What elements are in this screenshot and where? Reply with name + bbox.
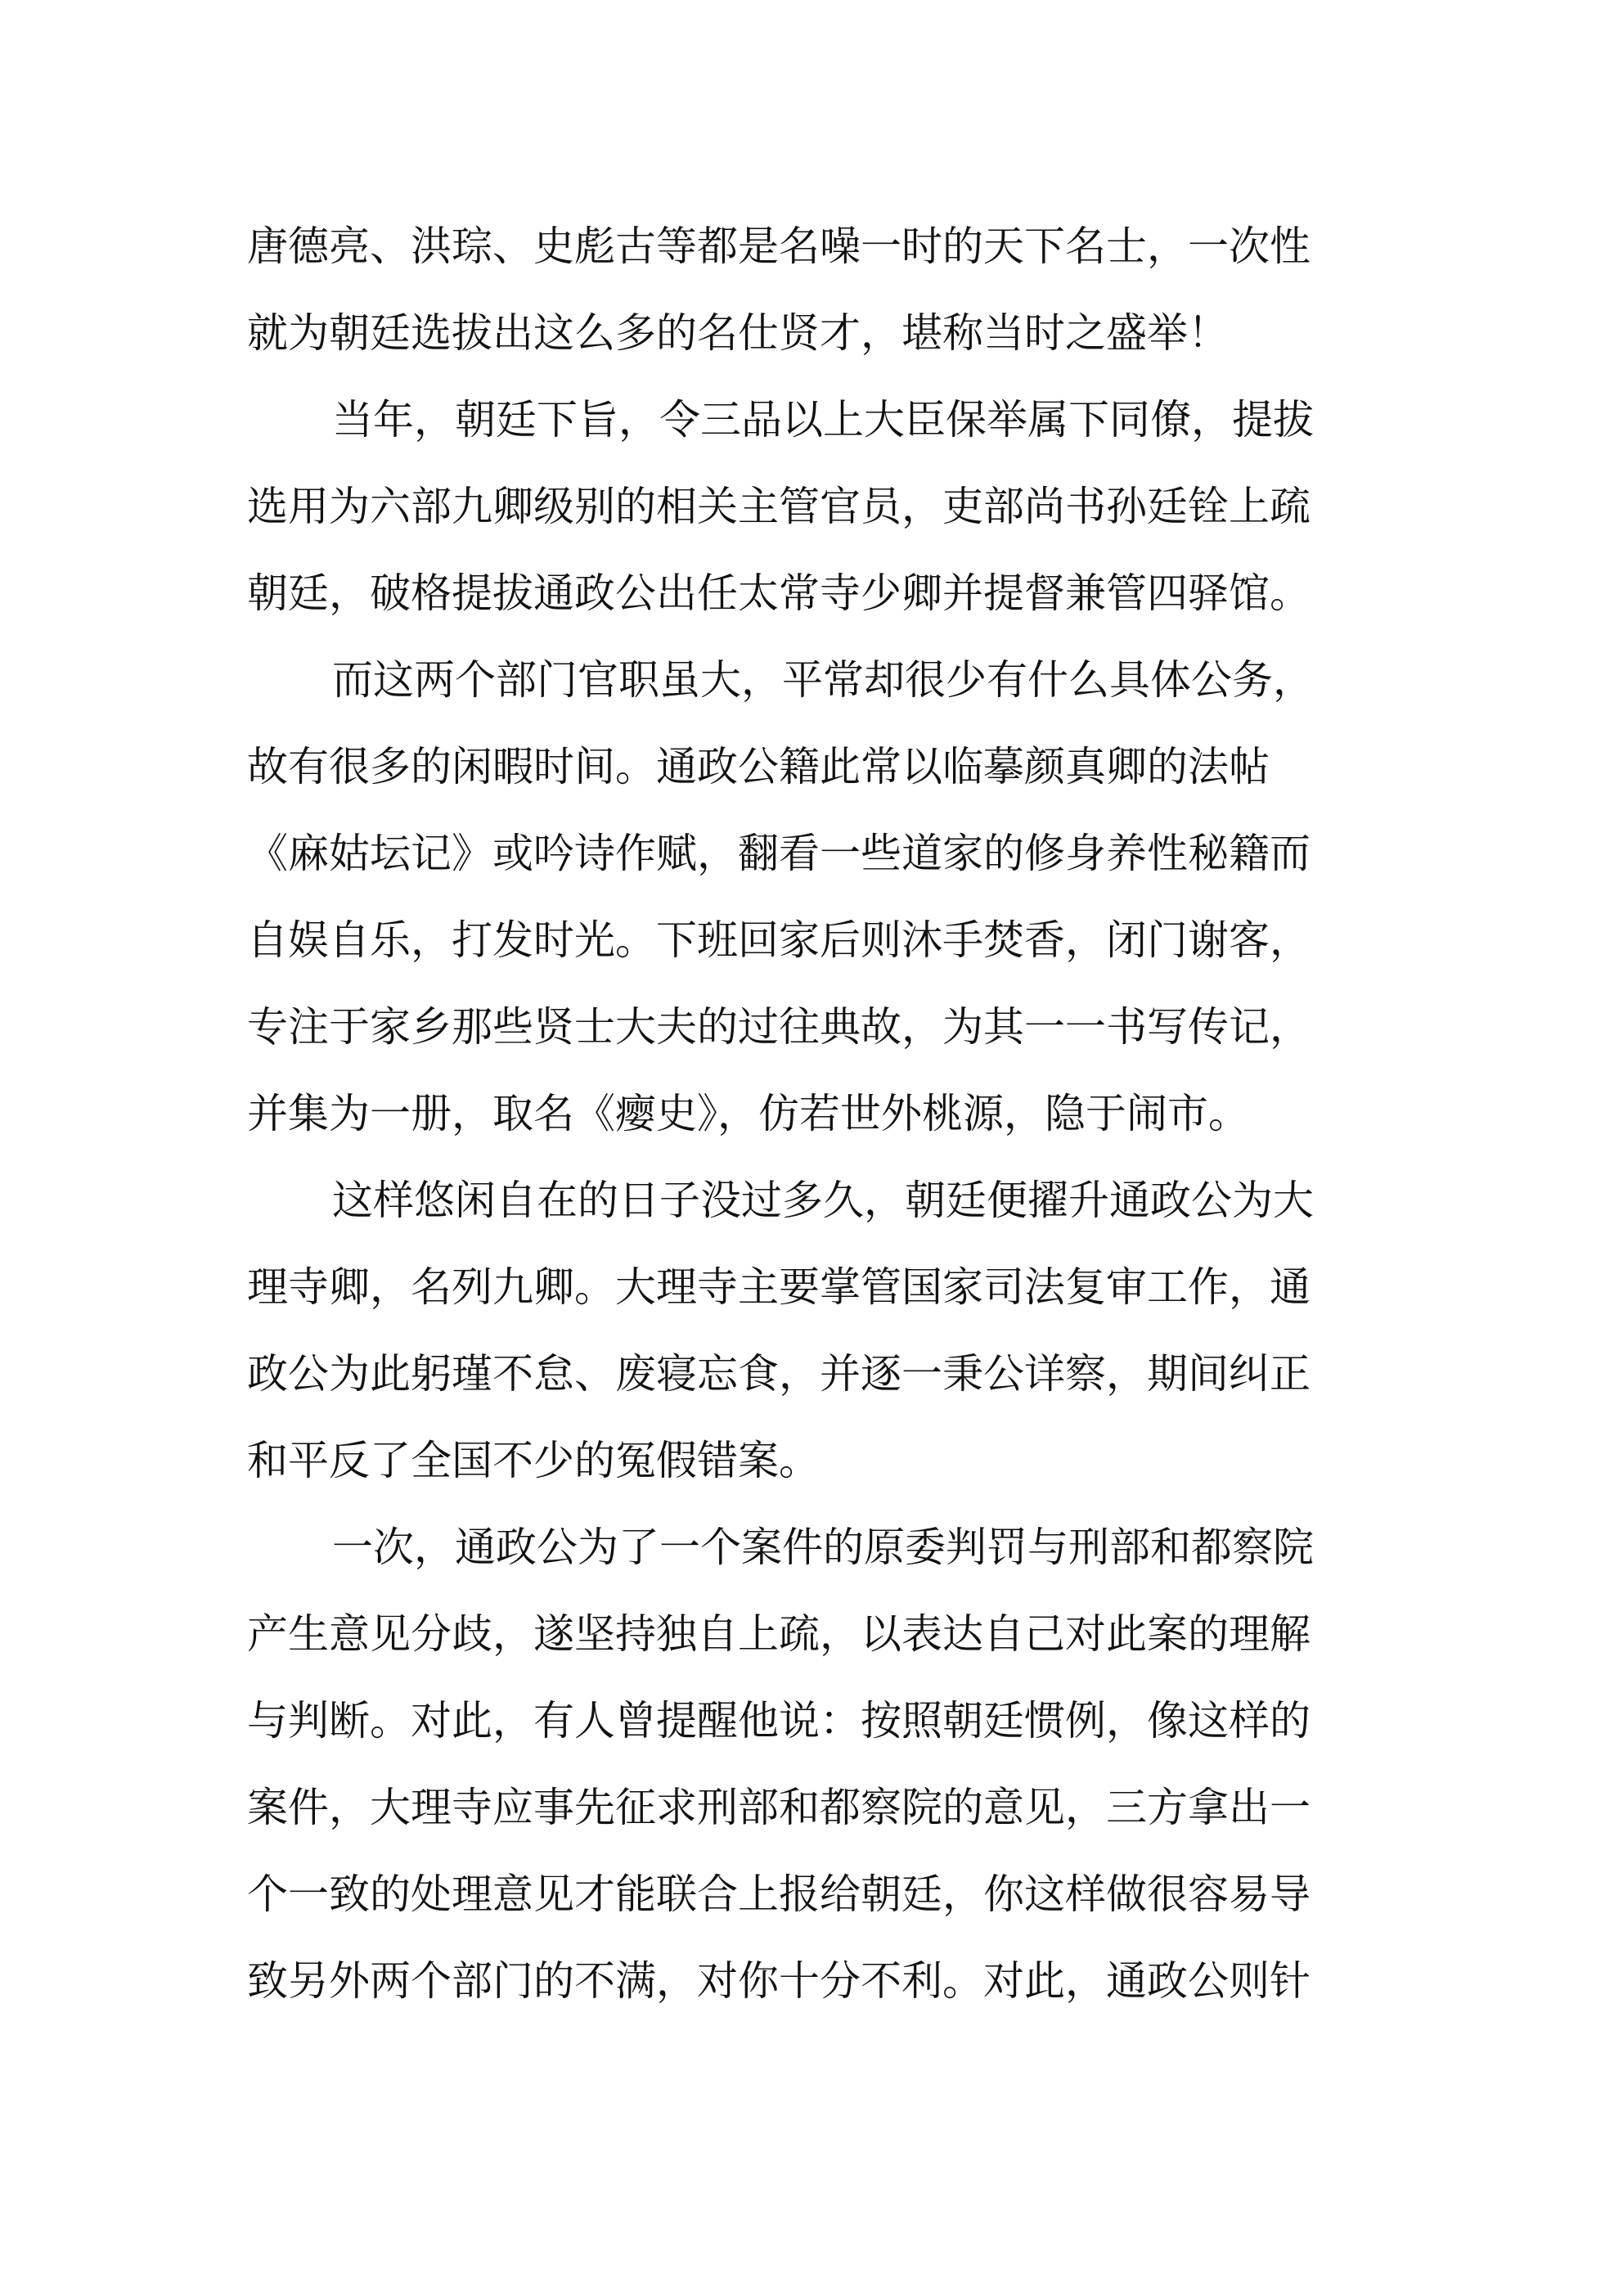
text-line: 这样悠闲自在的日子没过多久，朝廷便擢升通政公为大 — [332, 1177, 1314, 1224]
text-line: 而这两个部门官职虽大，平常却很少有什么具体公务， — [332, 656, 1314, 704]
text-line: 理寺卿，名列九卿。大理寺主要掌管国家司法复审工作，通 — [247, 1263, 1311, 1311]
text-line: 案件，大理寺应事先征求刑部和都察院的意见，三方拿出一 — [247, 1784, 1311, 1831]
text-line: 与判断。对此，有人曾提醒他说：按照朝廷惯例，像这样的 — [247, 1697, 1311, 1745]
text-line: 唐德亮、洪琮、史彪古等都是名噪一时的天下名士，一次性 — [247, 223, 1311, 270]
text-line: 政公为此躬瑾不怠、废寝忘食，并逐一秉公详察，期间纠正 — [247, 1350, 1311, 1398]
text-line: 和平反了全国不少的冤假错案。 — [247, 1437, 820, 1484]
text-line: 专注于家乡那些贤士大夫的过往典故，为其一一书写传记， — [247, 1003, 1311, 1051]
text-line: 就为朝廷选拔出这么多的名仕贤才，堪称当时之盛举！ — [247, 309, 1229, 357]
text-line: 当年，朝廷下旨，令三品以上大臣保举属下同僚，提拔 — [332, 396, 1314, 443]
text-line: 产生意见分歧，遂坚持独自上疏，以表达自己对此案的理解 — [247, 1610, 1311, 1658]
document-body — [247, 203, 1396, 2024]
text-line: 并集为一册，取名《瘿史》，仿若世外桃源，隐于闹市。 — [247, 1090, 1249, 1137]
text-line: 个一致的处理意见才能联合上报给朝廷，你这样做很容易导 — [247, 1871, 1311, 1918]
text-line: 选用为六部九卿级别的相关主管官员，吏部尚书孙廷铨上疏 — [247, 483, 1311, 530]
text-line: 《麻姑坛记》或吟诗作赋，翻看一些道家的修身养性秘籍而 — [247, 830, 1311, 877]
text-line: 故有很多的闲暇时间。通政公籍此常以临摹颜真卿的法帖 — [247, 743, 1270, 790]
text-line: 自娱自乐，打发时光。下班回家后则沐手焚香，闭门谢客， — [247, 916, 1311, 964]
text-line: 致另外两个部门的不满，对你十分不利。对此，通政公则针 — [247, 1957, 1311, 2005]
text-line: 朝廷，破格提拔通政公出任太常寺少卿并提督兼管四驿馆。 — [247, 569, 1311, 617]
text-line: 一次，通政公为了一个案件的原委判罚与刑部和都察院 — [332, 1524, 1314, 1571]
